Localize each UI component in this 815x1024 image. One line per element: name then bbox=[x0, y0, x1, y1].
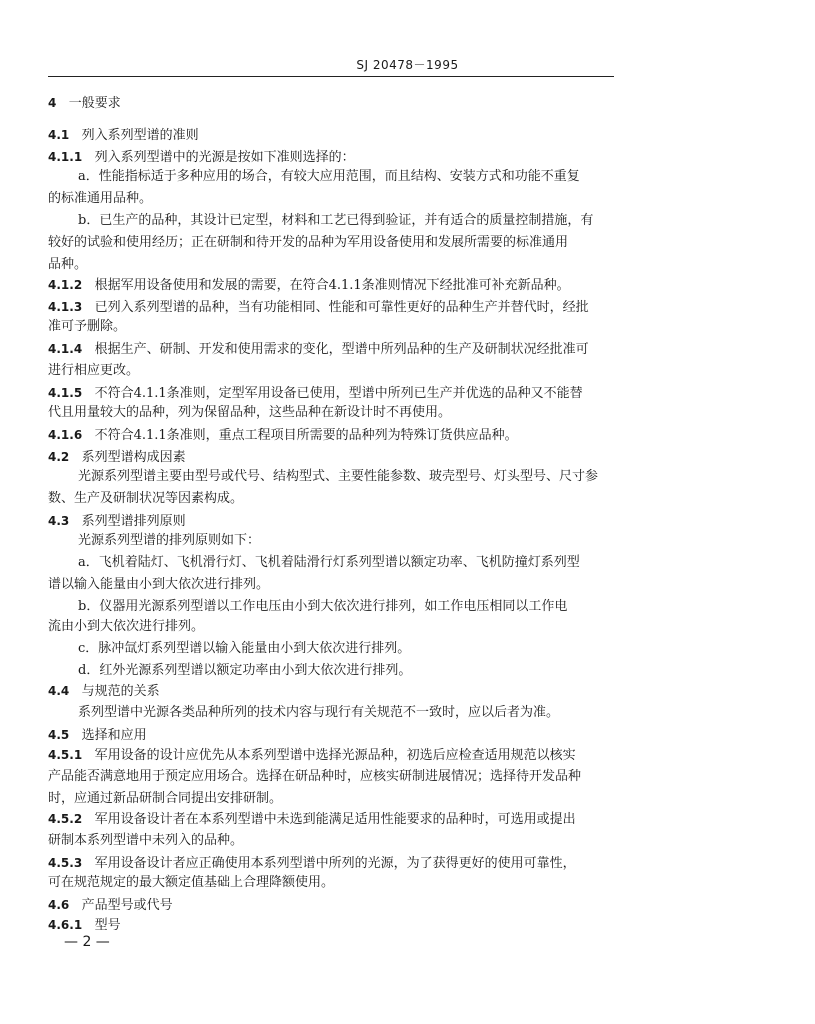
line: 较好的试验和使用经历；正在研制和待开发的品种为军用设备使用和发展所需要的标准通用 bbox=[48, 235, 569, 250]
line: 4.6 产品型号或代号 bbox=[48, 898, 173, 913]
line: 4.5.1 军用设备的设计应优先从本系列型谱中选择光源品种，初选后应检查适用规范以核实 bbox=[48, 748, 576, 763]
line: 谱以输入能量由小到大依次进行排列。 bbox=[48, 577, 270, 592]
line: 4 一般要求 bbox=[48, 96, 121, 111]
line: 数、生产及研制状况等因素构成。 bbox=[48, 491, 244, 506]
line: 光源系列型谱主要由型号或代号、结构型式、主要性能参数、玻壳型号、灯头型号、尺寸参 bbox=[78, 469, 599, 484]
line: 研制本系列型谱中未列入的品种。 bbox=[48, 833, 244, 848]
line: 的标准通用品种。 bbox=[48, 191, 153, 206]
line: 准可予删除。 bbox=[48, 319, 127, 334]
line: 4.1.2 根据军用设备使用和发展的需要，在符合4.1.1条准则情况下经批准可补充新品种。 bbox=[48, 278, 570, 293]
line: a．飞机着陆灯、飞机滑行灯、飞机着陆滑行灯系列型谱以额定功率、飞机防撞灯系列型 bbox=[78, 555, 580, 570]
line: 时，应通过新品研制合同提出安排研制。 bbox=[48, 791, 283, 806]
line: 进行相应更改。 bbox=[48, 363, 140, 378]
line: 4.3 系列型谱排列原则 bbox=[48, 514, 186, 529]
line: 流由小到大依次进行排列。 bbox=[48, 619, 205, 634]
line: 品种。 bbox=[48, 257, 88, 272]
line: 光源系列型谱的排列原则如下： bbox=[78, 533, 261, 548]
line: 4.1.4 根据生产、研制、开发和使用需求的变化，型谱中所列品种的生产及研制状况经批准可 bbox=[48, 342, 589, 357]
line: 4.4 与规范的关系 bbox=[48, 684, 160, 699]
standard-number: SJ 20478－1995 bbox=[356, 58, 459, 72]
line: 4.5.3 军用设备设计者应正确使用本系列型谱中所列的光源，为了获得更好的使用可靠性， bbox=[48, 856, 576, 871]
line: b．已生产的品种，其设计已定型，材料和工艺已得到验证，并有适合的质量控制措施，有 bbox=[78, 213, 594, 228]
line: c．脉冲氙灯系列型谱以输入能量由小到大依次进行排列。 bbox=[78, 641, 411, 656]
line: d．红外光源系列型谱以额定功率由小到大依次进行排列。 bbox=[78, 663, 412, 678]
line: 4.5 选择和应用 bbox=[48, 728, 147, 743]
line: 4.6.1 型号 bbox=[48, 918, 121, 933]
line: b．仪器用光源系列型谱以工作电压由小到大依次进行排列，如工作电压相同以工作电 bbox=[78, 599, 568, 614]
line: 可在规范规定的最大额定值基础上合理降额使用。 bbox=[48, 875, 335, 890]
line: 4.1.1 列入系列型谱中的光源是按如下准则选择的： bbox=[48, 150, 355, 165]
page-number: — 2 — bbox=[64, 934, 110, 950]
line: 系列型谱中光源各类品种所列的技术内容与现行有关规范不一致时，应以后者为准。 bbox=[78, 705, 560, 720]
header-rule bbox=[48, 76, 614, 77]
line: a．性能指标适于多种应用的场合，有较大应用范围，而且结构、安装方式和功能不重复 bbox=[78, 169, 580, 184]
line: 4.5.2 军用设备设计者在本系列型谱中未选到能满足适用性能要求的品种时，可选用或提出 bbox=[48, 812, 576, 827]
line: 4.1.5 不符合4.1.1条准则，定型军用设备已使用，型谱中所列已生产并优选的品种又不能替 bbox=[48, 386, 583, 401]
line: 4.2 系列型谱构成因素 bbox=[48, 450, 186, 465]
line: 产品能否满意地用于预定应用场合。选择在研品种时，应核实研制进展情况；选择待开发品种 bbox=[48, 769, 582, 784]
line: 4.1 列入系列型谱的准则 bbox=[48, 128, 199, 143]
line: 代且用量较大的品种，列为保留品种，这些品种在新设计时不再使用。 bbox=[48, 405, 452, 420]
line: 4.1.3 已列入系列型谱的品种，当有功能相同、性能和可靠性更好的品种生产并替代时，经批 bbox=[48, 300, 589, 315]
line: 4.1.6 不符合4.1.1条准则，重点工程项目所需要的品种列为特殊订货供应品种。 bbox=[48, 428, 518, 443]
